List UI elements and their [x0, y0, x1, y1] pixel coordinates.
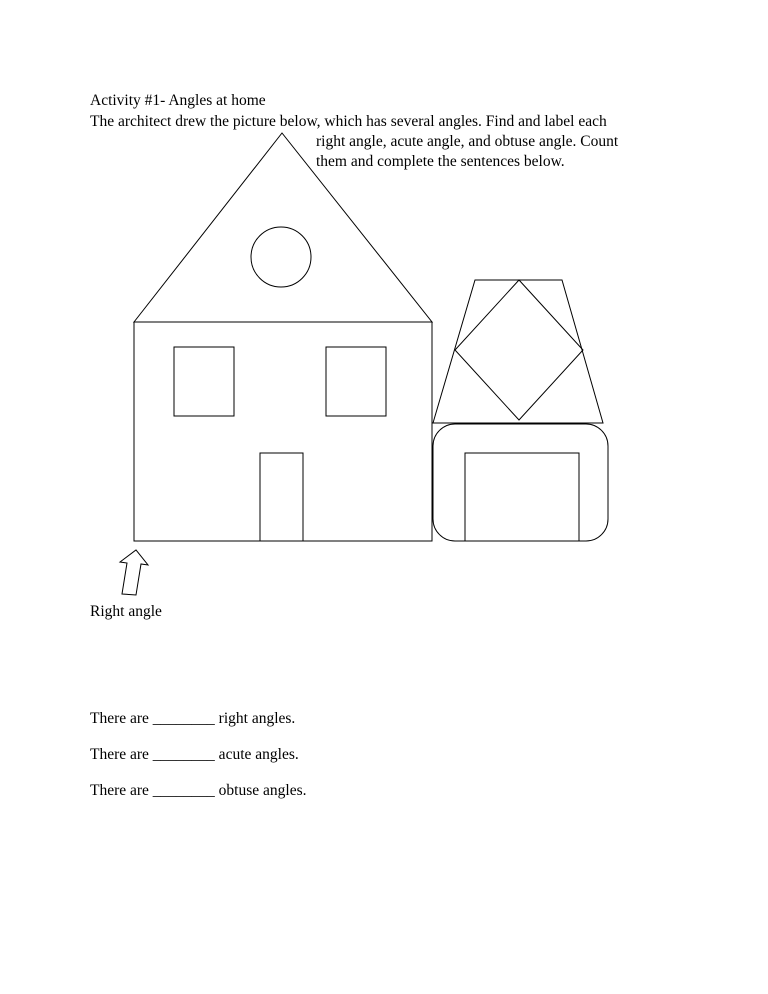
instructions-line-1: The architect drew the picture below, which has several angles. Find and label each: [90, 113, 607, 130]
front-door: [260, 453, 303, 541]
instructions-line-3: them and complete the sentences below.: [316, 153, 565, 170]
attic-round-window: [251, 227, 311, 287]
right-window: [326, 347, 386, 416]
right-angle-label: Right angle: [90, 603, 162, 620]
sentence-acute-angles: There are ________ acute angles.: [90, 746, 299, 763]
garage-roof-diamond: [455, 280, 583, 420]
garage-body: [433, 424, 608, 541]
garage-roof-trapezoid: [433, 280, 603, 423]
arrow-up-icon: [120, 550, 148, 595]
activity-title: Activity #1- Angles at home: [90, 92, 266, 109]
instructions-line-2: right angle, acute angle, and obtuse angle. Count: [316, 133, 619, 150]
left-window: [174, 347, 234, 416]
sentence-obtuse-angles: There are ________ obtuse angles.: [90, 782, 307, 799]
garage-door: [465, 453, 579, 541]
house-body: [134, 322, 432, 541]
sentence-right-angles: There are ________ right angles.: [90, 710, 296, 727]
